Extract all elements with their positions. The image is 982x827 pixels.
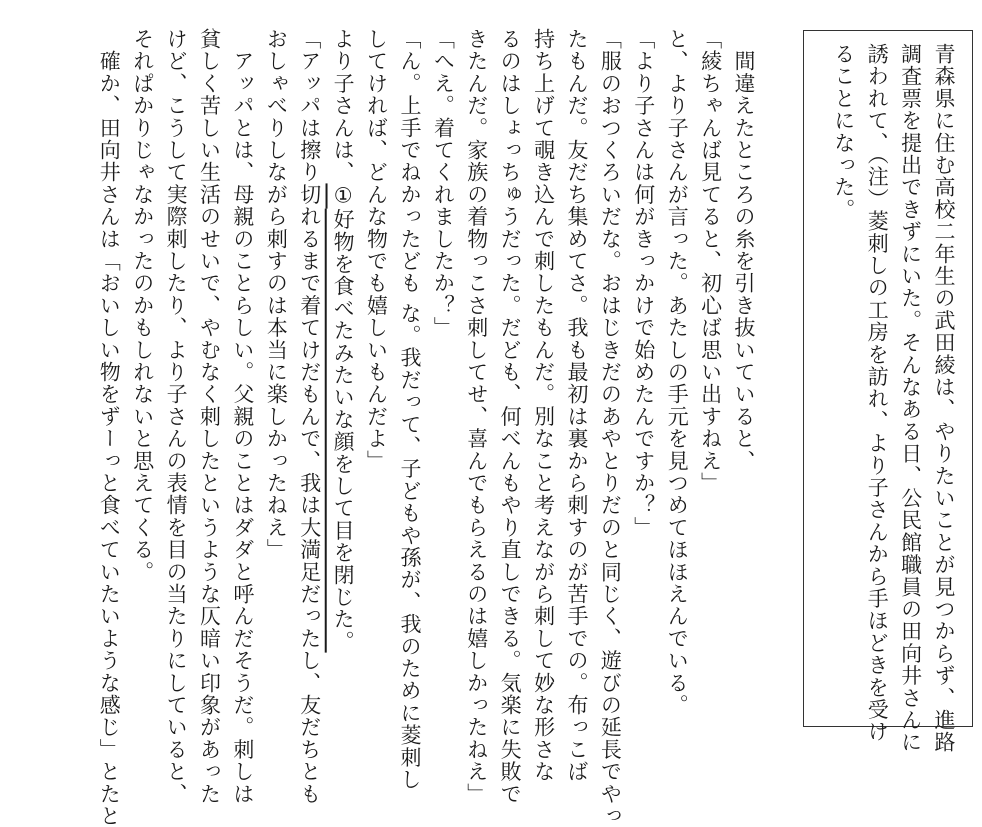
underlined-phrase bbox=[331, 183, 355, 652]
text-line: おしゃべりしながら刺すのは本当に楽しかったねえ」 bbox=[264, 28, 289, 561]
text-line: と、より子さんが言った。あたしの手元を見つめてほほえんでいる。 bbox=[665, 28, 690, 717]
intro-box bbox=[803, 30, 973, 754]
text-line: きたんだ。家族の着物っこさ刺してせ、喜んでもらえるのは嬉しかったねえ」 bbox=[464, 28, 489, 805]
text-line: 持ち上げて覗き込んで刺したもんだ。別なこと考えながら刺して妙な形さな bbox=[531, 28, 556, 783]
text-line: 間違えたところの糸を引き抜いていると、 bbox=[732, 28, 756, 472]
text-line: 「へえ。着てくれましたか？」 bbox=[431, 28, 456, 339]
circled-number-marker: ① bbox=[331, 183, 356, 209]
text-line: アッパとは、母親のことらしい。父親のことはダダと呼んだそうだ。刺しは bbox=[230, 28, 255, 805]
text-line: けど、こうして実際刺したり、より子さんの表情を目の当たりにしていると、 bbox=[164, 28, 189, 805]
text-line: 「アッパは擦り切れるまで着てけだもんで、我は大満足だったし、友だちとも bbox=[297, 28, 322, 805]
text-line: 貧しく苦しい生活のせいで、やむなく刺したというような仄暗い印象があった bbox=[197, 28, 222, 805]
text-before-underline: より子さんは、 bbox=[331, 28, 356, 184]
intro-line: ることになった。 bbox=[831, 43, 856, 221]
underlined-text-line bbox=[326, 28, 359, 827]
text-line: 「服のおつくろいだな。おはじきだのあやとりだのと同じく、遊びの延長でやっ bbox=[598, 28, 623, 827]
underlined-text: 好物を食べたみたいな顔をして目を閉じた。 bbox=[331, 208, 356, 653]
text-line: 「より子さんは何がきっかけで始めたんですか？」 bbox=[631, 28, 656, 539]
intro-text bbox=[826, 43, 960, 753]
text-line: 確か、田向井さんは「おいしい物をずーっと食べていたいような感じ」とたと bbox=[97, 28, 122, 827]
text-line: るのはしょっちゅうだった。だども、何べんもやり直しできる。気楽に失敗で bbox=[498, 28, 523, 805]
text-line: 「ん。上手でねかったども な。我だって、子どもや孫が、我のために菱刺し bbox=[397, 28, 422, 791]
text-line: してければ、どんな物でも嬉しいもんだよ」 bbox=[364, 28, 389, 472]
intro-line: 調査票を提出できずにいた。そんなある日、公民館職員の田向井さんに bbox=[898, 43, 923, 754]
main-text bbox=[92, 28, 760, 827]
intro-line: 青森県に住む高校二年生の武田綾は、やりたいことが見つからず、進路 bbox=[932, 43, 956, 754]
text-line: たもんだ。友だち集めてさ。我も最初は裏から刺すのが苦手での。布っこば bbox=[564, 28, 589, 783]
text-line: それぱかりじゃなかったのかもしれないと思えてくる。 bbox=[130, 28, 155, 583]
text-line: 「綾ちゃんば見てると、初心ば思い出すねえ」 bbox=[698, 28, 723, 495]
intro-line: 誘われて、（注）菱刺しの工房を訪れ、より子さんから手ほどきを受け bbox=[865, 43, 890, 743]
